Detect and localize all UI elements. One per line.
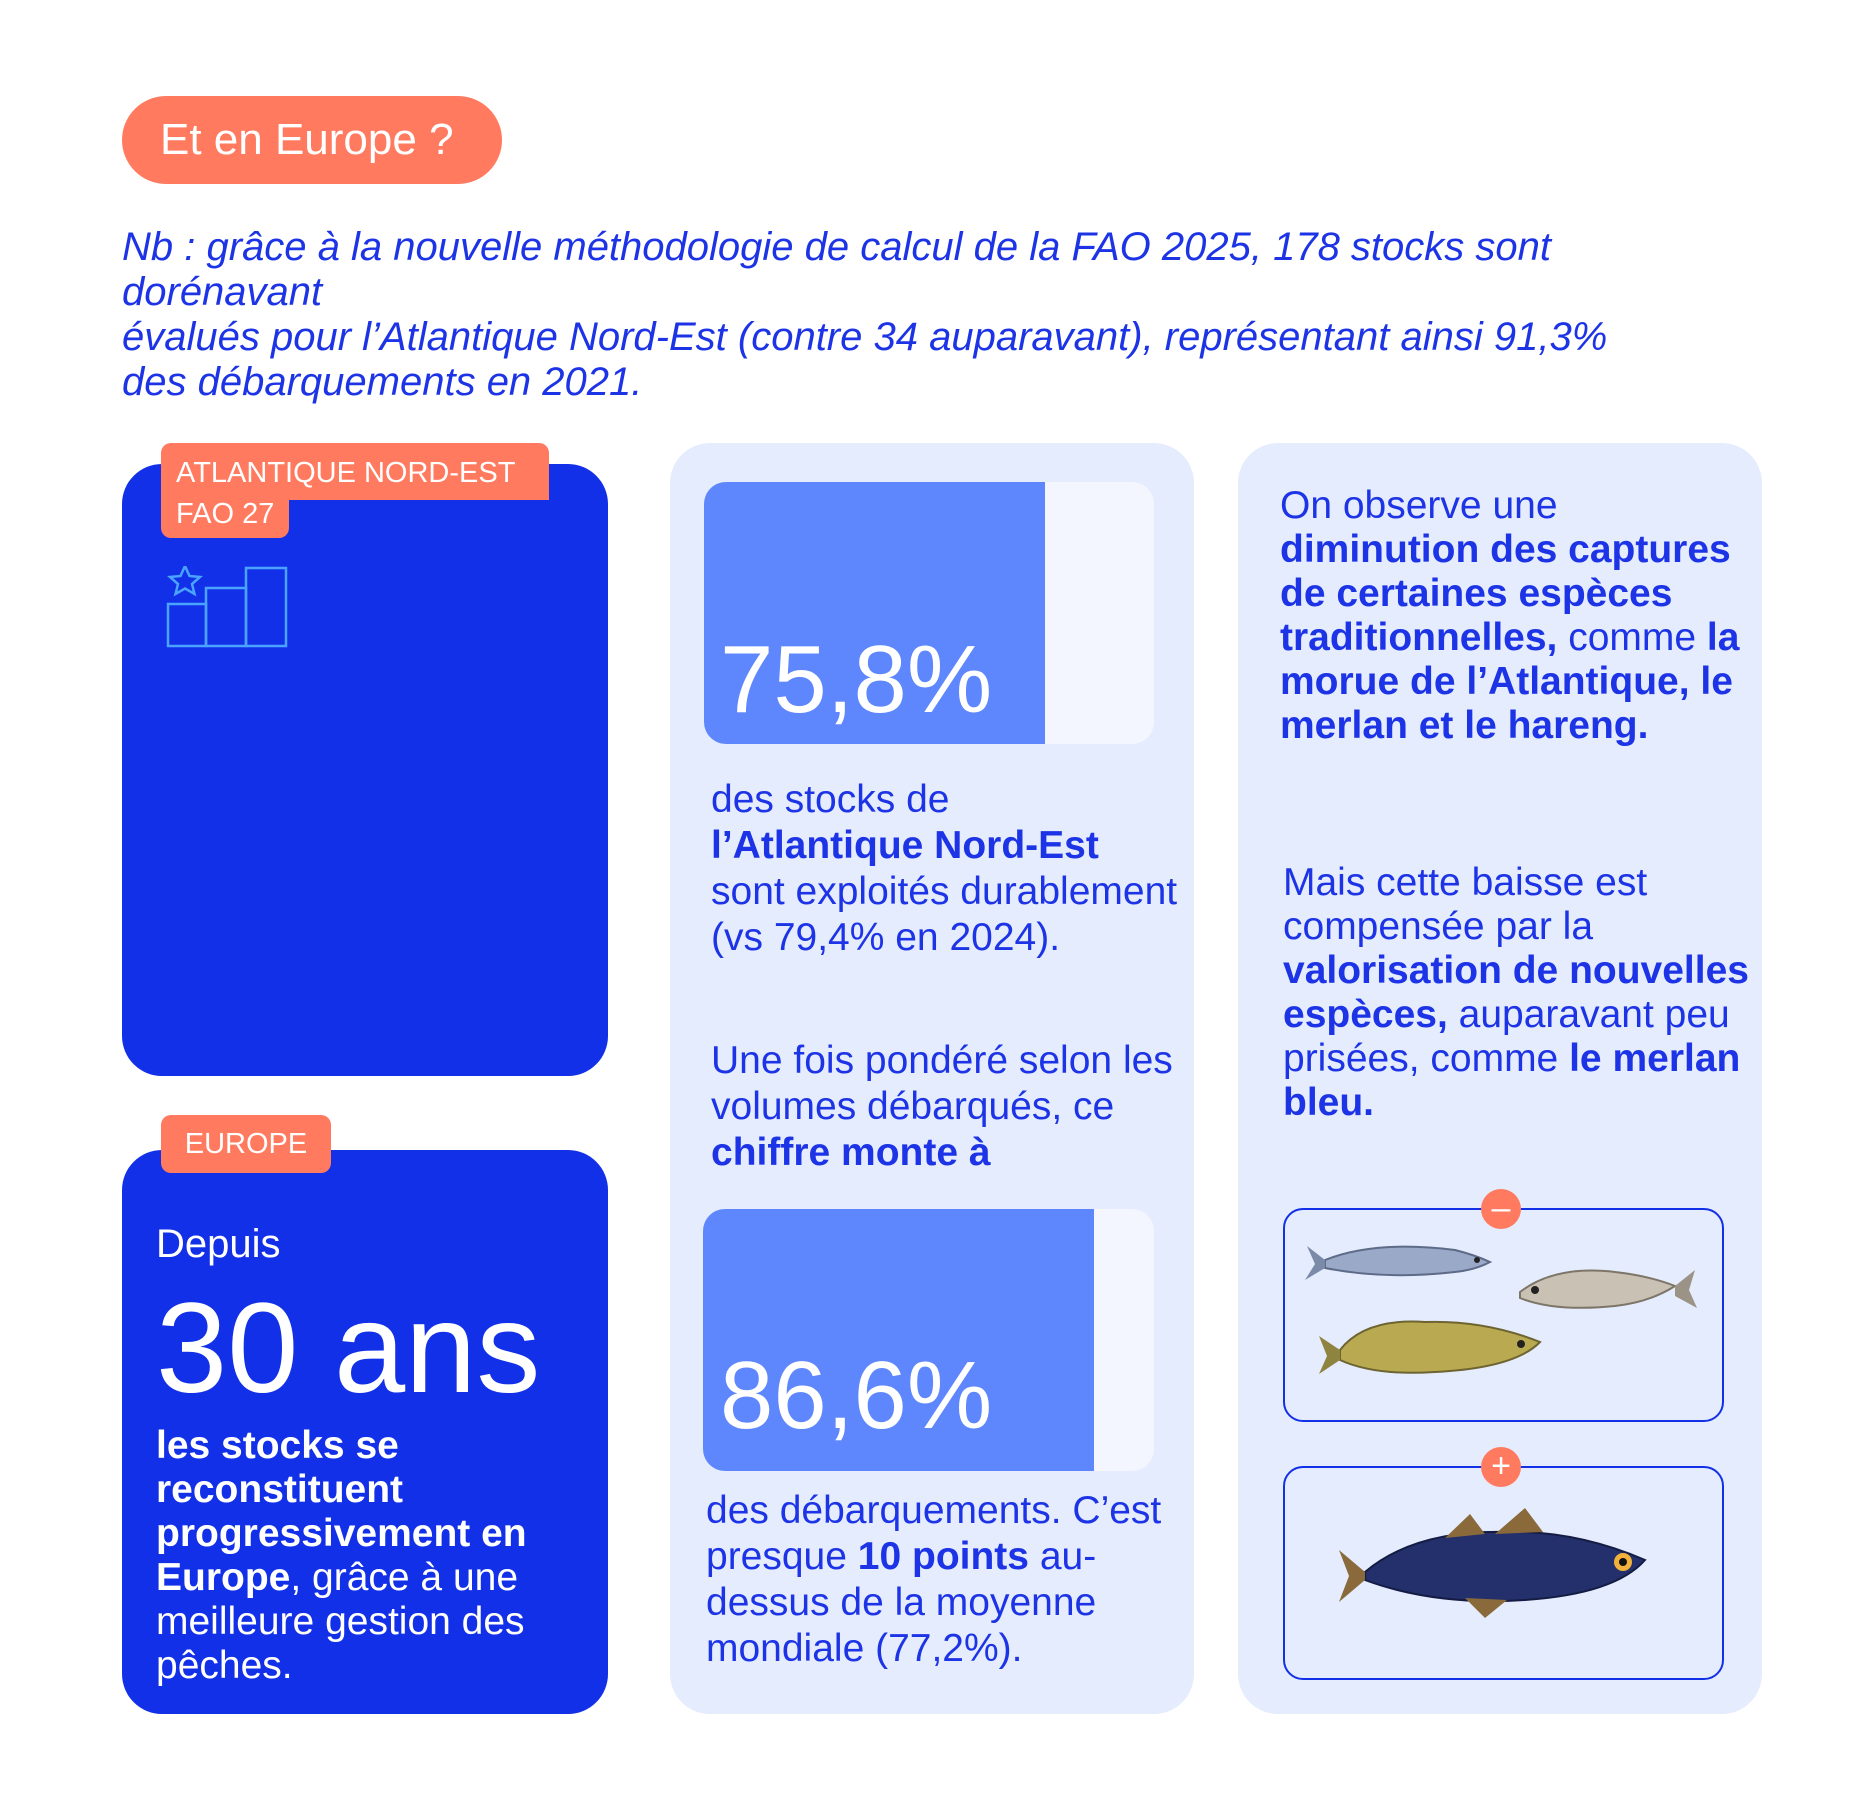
- species-text-2a: Mais cette baisse est compensée par la: [1283, 861, 1648, 948]
- cod-icon: [1319, 1322, 1540, 1374]
- declining-fish-illustration: [1285, 1210, 1722, 1420]
- europe-intro: Depuis: [156, 1222, 281, 1266]
- declining-species-box: [1283, 1208, 1724, 1422]
- stocks-text-1b: sont exploités durablement: [711, 870, 1178, 913]
- section-title-pill: Et en Europe ?: [122, 96, 502, 184]
- rank-description: [157, 818, 597, 1043]
- species-text-1a: On observe une: [1280, 484, 1558, 527]
- years-figure: 30 ans: [156, 1277, 541, 1420]
- new-species-box: [1283, 1466, 1724, 1680]
- stocks-text-1-bold: l’Atlantique Nord-Est: [711, 824, 1099, 867]
- note-line-1: Nb : grâce à la nouvelle méthodologie de calcul de la FAO 2025, 178 stocks sont dorénavant: [122, 225, 1552, 314]
- stocks-text-1c: (vs 79,4% en 2024).: [711, 916, 1061, 959]
- species-text-2-bold-a: valorisation de nouvelles espèces,: [1283, 949, 1749, 1036]
- europe-description-plain: , grâce à une meilleure gestion des pêches.: [156, 1556, 525, 1687]
- ranking-star-icon: [166, 566, 288, 648]
- plus-badge: +: [1481, 1447, 1521, 1487]
- rank-description-bold: 10% des captures mondiales.: [157, 954, 487, 1042]
- species-text-1: [1280, 484, 1750, 748]
- sustainable-stocks-value: 75,8%: [720, 626, 993, 733]
- note-line-2: évalués pour l’Atlantique Nord-Est (contre 34 auparavant), représentant ainsi 91,3%: [122, 315, 1608, 359]
- stocks-text-3-bold: 10 points: [857, 1535, 1029, 1578]
- fao-tag: FAO 27: [161, 494, 289, 538]
- stocks-text-2-bold: chiffre monte à: [711, 1131, 991, 1174]
- stocks-text-3a: des débarquements. C’est presque: [706, 1489, 1162, 1578]
- stocks-text-2: [711, 1038, 1181, 1176]
- stocks-text-2a: Une fois pondéré selon les volumes débarqués, ce: [711, 1039, 1173, 1128]
- species-text-2: [1283, 861, 1753, 1125]
- europe-description: [156, 1424, 596, 1688]
- minus-badge: –: [1481, 1189, 1521, 1229]
- landings-value: 86,6%: [720, 1342, 993, 1449]
- stocks-text-1: [711, 777, 1181, 961]
- species-text-1-bold-b: la morue de l’Atlantique, le merlan et le hareng.: [1280, 616, 1740, 747]
- rank-description-plain: zone de pêche la plus productive au monde : elle représente plus de: [157, 819, 552, 952]
- rank-number: 4: [152, 670, 224, 813]
- europe-tag: EUROPE: [161, 1115, 331, 1173]
- herring-icon: [1305, 1246, 1490, 1280]
- species-text-1b: comme: [1557, 616, 1707, 659]
- stocks-text-3b: au-dessus de la moyenne mondiale (77,2%).: [706, 1535, 1097, 1670]
- stocks-text-1a: des stocks de: [711, 778, 950, 821]
- blue-whiting-icon: [1339, 1508, 1645, 1618]
- species-text-1-bold-a: diminution des captures de certaines espèces traditionnelles,: [1280, 528, 1731, 659]
- zone-tag: ATLANTIQUE NORD-EST: [161, 443, 549, 500]
- stocks-text-3: [706, 1488, 1176, 1672]
- species-text-2b: auparavant peu prisées, comme: [1283, 993, 1730, 1080]
- rank-suffix: ème: [248, 663, 416, 759]
- whiting-icon: [1520, 1270, 1697, 1308]
- note-line-3: des débarquements en 2021.: [122, 360, 643, 404]
- methodology-note: [122, 225, 1762, 405]
- species-text-2-bold-b: le merlan bleu.: [1283, 1037, 1741, 1124]
- new-fish-illustration: [1285, 1468, 1722, 1678]
- europe-description-bold: les stocks se reconstituent progressivement en Europe: [156, 1424, 527, 1599]
